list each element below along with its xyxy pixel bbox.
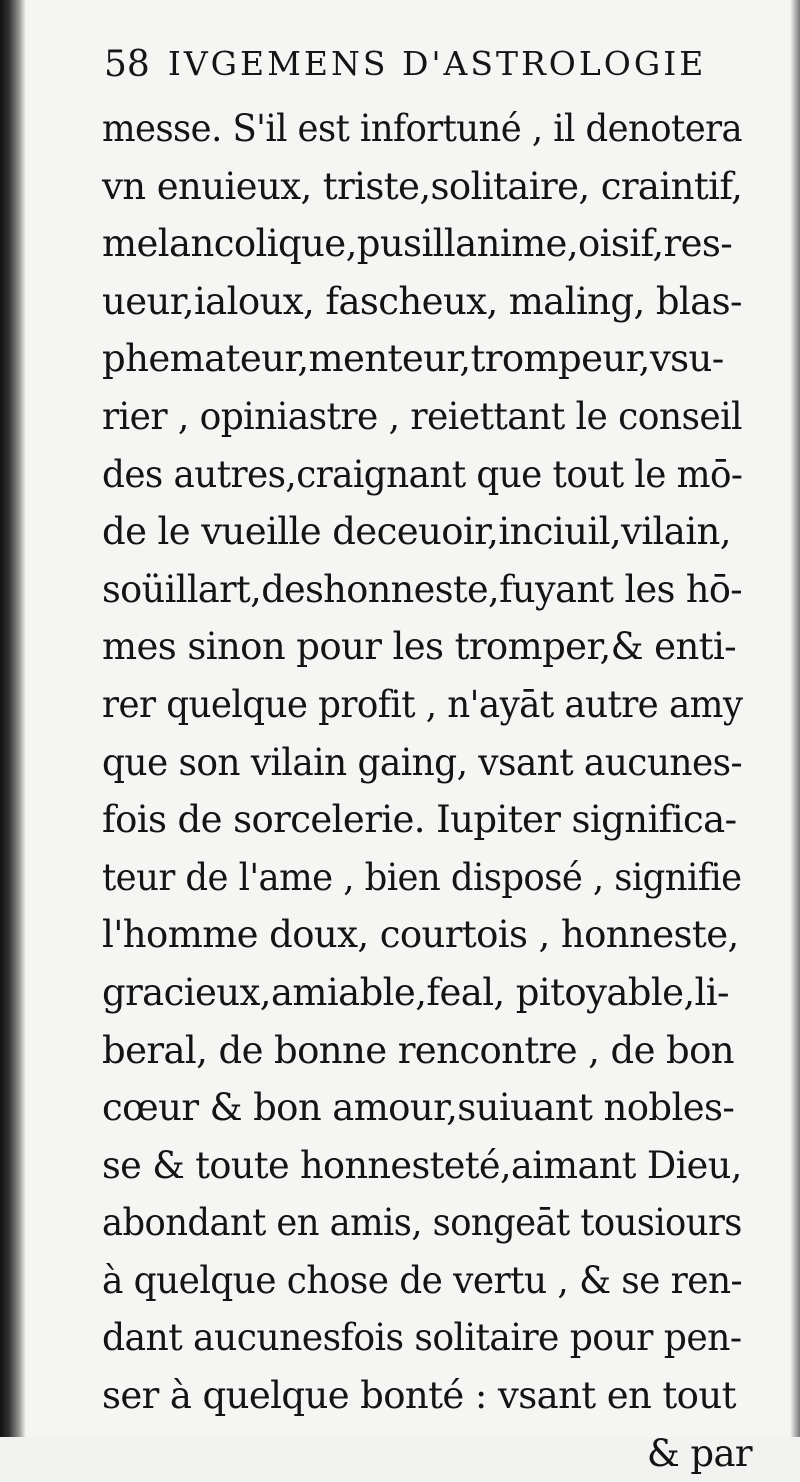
text-line: phemateur,menteur,trompeur,vsu-	[102, 337, 724, 381]
text-line: soüillart,deshonneste,fuyant les hō-	[102, 567, 743, 611]
text-line: dant aucunesfois solitaire pour pen-	[102, 1316, 742, 1360]
text-line: teur de l'ame , bien disposé , signifie	[102, 855, 742, 899]
text-line: que son vilain gaing, vsant aucunes-	[102, 740, 743, 784]
page-edge-shadow	[790, 0, 800, 1437]
text-line: cœur & bon amour,suiuant nobles-	[102, 1086, 735, 1130]
catchword: & par	[646, 1431, 752, 1475]
text-line: melancolique,pusillanime,oisif,res-	[102, 222, 733, 266]
text-line: rier , opiniastre , reiettant le conseil	[102, 394, 742, 438]
running-head	[104, 44, 744, 85]
running-title: IVGEMENS D'ASTROLOGIE	[167, 44, 707, 83]
text-line: de le vueille deceuoir,inciuil,vilain,	[102, 510, 731, 554]
text-line: abondant en amis, songeāt tousiours	[102, 1201, 742, 1245]
body-text	[102, 100, 762, 1482]
text-line: l'homme doux, courtois , honneste,	[102, 913, 739, 957]
text-line: beral, de bonne rencontre , de bon	[102, 1028, 735, 1072]
text-line: se & toute honnesteté,aimant Dieu,	[102, 1143, 742, 1187]
text-line: vn enuieux, triste,solitaire, craintif,	[102, 164, 743, 208]
text-line: des autres,craignant que tout le mō-	[102, 452, 743, 496]
text-line: gracieux,amiable,feal, pitoyable,li-	[102, 970, 729, 1014]
text-line: mes sinon pour les tromper,& enti-	[102, 625, 737, 669]
text-line: ueur,ialoux, fascheux, maling, blas-	[102, 279, 742, 323]
text-line: rer quelque profit , n'ayāt autre amy	[102, 682, 743, 726]
text-line: fois de sorcelerie. Iupiter significa-	[102, 798, 737, 842]
text-line: à quelque chose de vertu , & se ren-	[102, 1258, 743, 1302]
binding-shadow	[0, 0, 26, 1437]
text-line: ser à quelque bonté : vsant en tout	[102, 1374, 736, 1418]
text-line: messe. S'il est infortuné , il denotera	[102, 107, 743, 150]
page-number: 58	[104, 44, 150, 85]
